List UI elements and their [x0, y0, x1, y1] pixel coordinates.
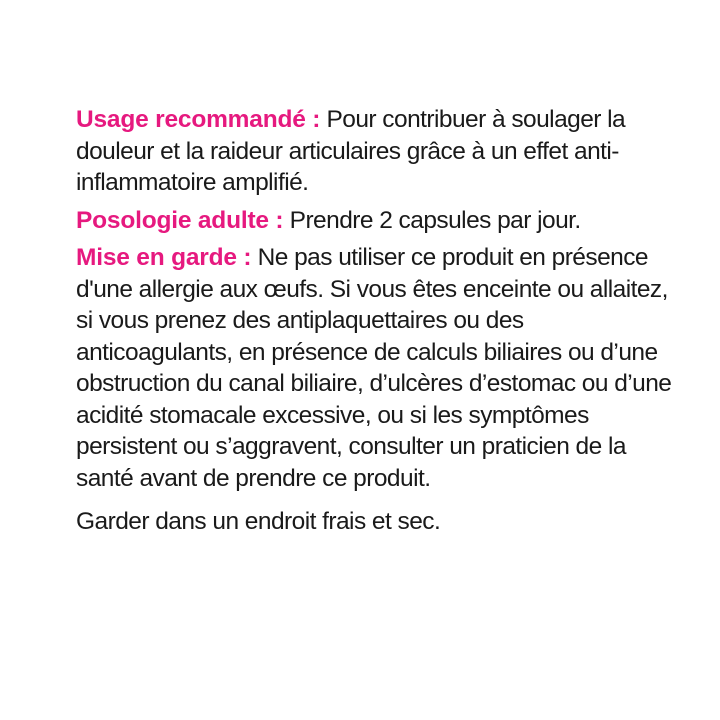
- usage-section: [76, 104, 676, 199]
- warning-section: [76, 242, 676, 494]
- usage-label: Usage recommandé :: [76, 106, 321, 133]
- dosage-text: Prendre 2 capsules par jour.: [289, 206, 581, 234]
- storage-instruction: Garder dans un endroit frais et sec.: [76, 508, 441, 535]
- warning-text: Ne pas utiliser ce produit en présence d'une allergie aux œufs. Si vous êtes enceinte ou allaitez, si vous prenez des antiplaquettaires ou des anticoagulants, en présence de calculs biliaires ou d’une obstruction du canal biliaire, d’ulcères d’estomac ou d’une acidité stomacale excessive, ou si les symptômes persistent ou s’aggravent, consulter un praticien de la santé avant de prendre ce produit.: [76, 244, 672, 492]
- dosage-section: [76, 205, 676, 237]
- product-label-text: [76, 104, 676, 544]
- usage-text: Pour contribuer à soulager la douleur et la raideur articulaires grâce à un effet anti-inflammatoire amplifié.: [76, 106, 626, 196]
- dosage-label: Posologie adulte :: [76, 206, 284, 234]
- warning-label: Mise en garde :: [76, 244, 252, 271]
